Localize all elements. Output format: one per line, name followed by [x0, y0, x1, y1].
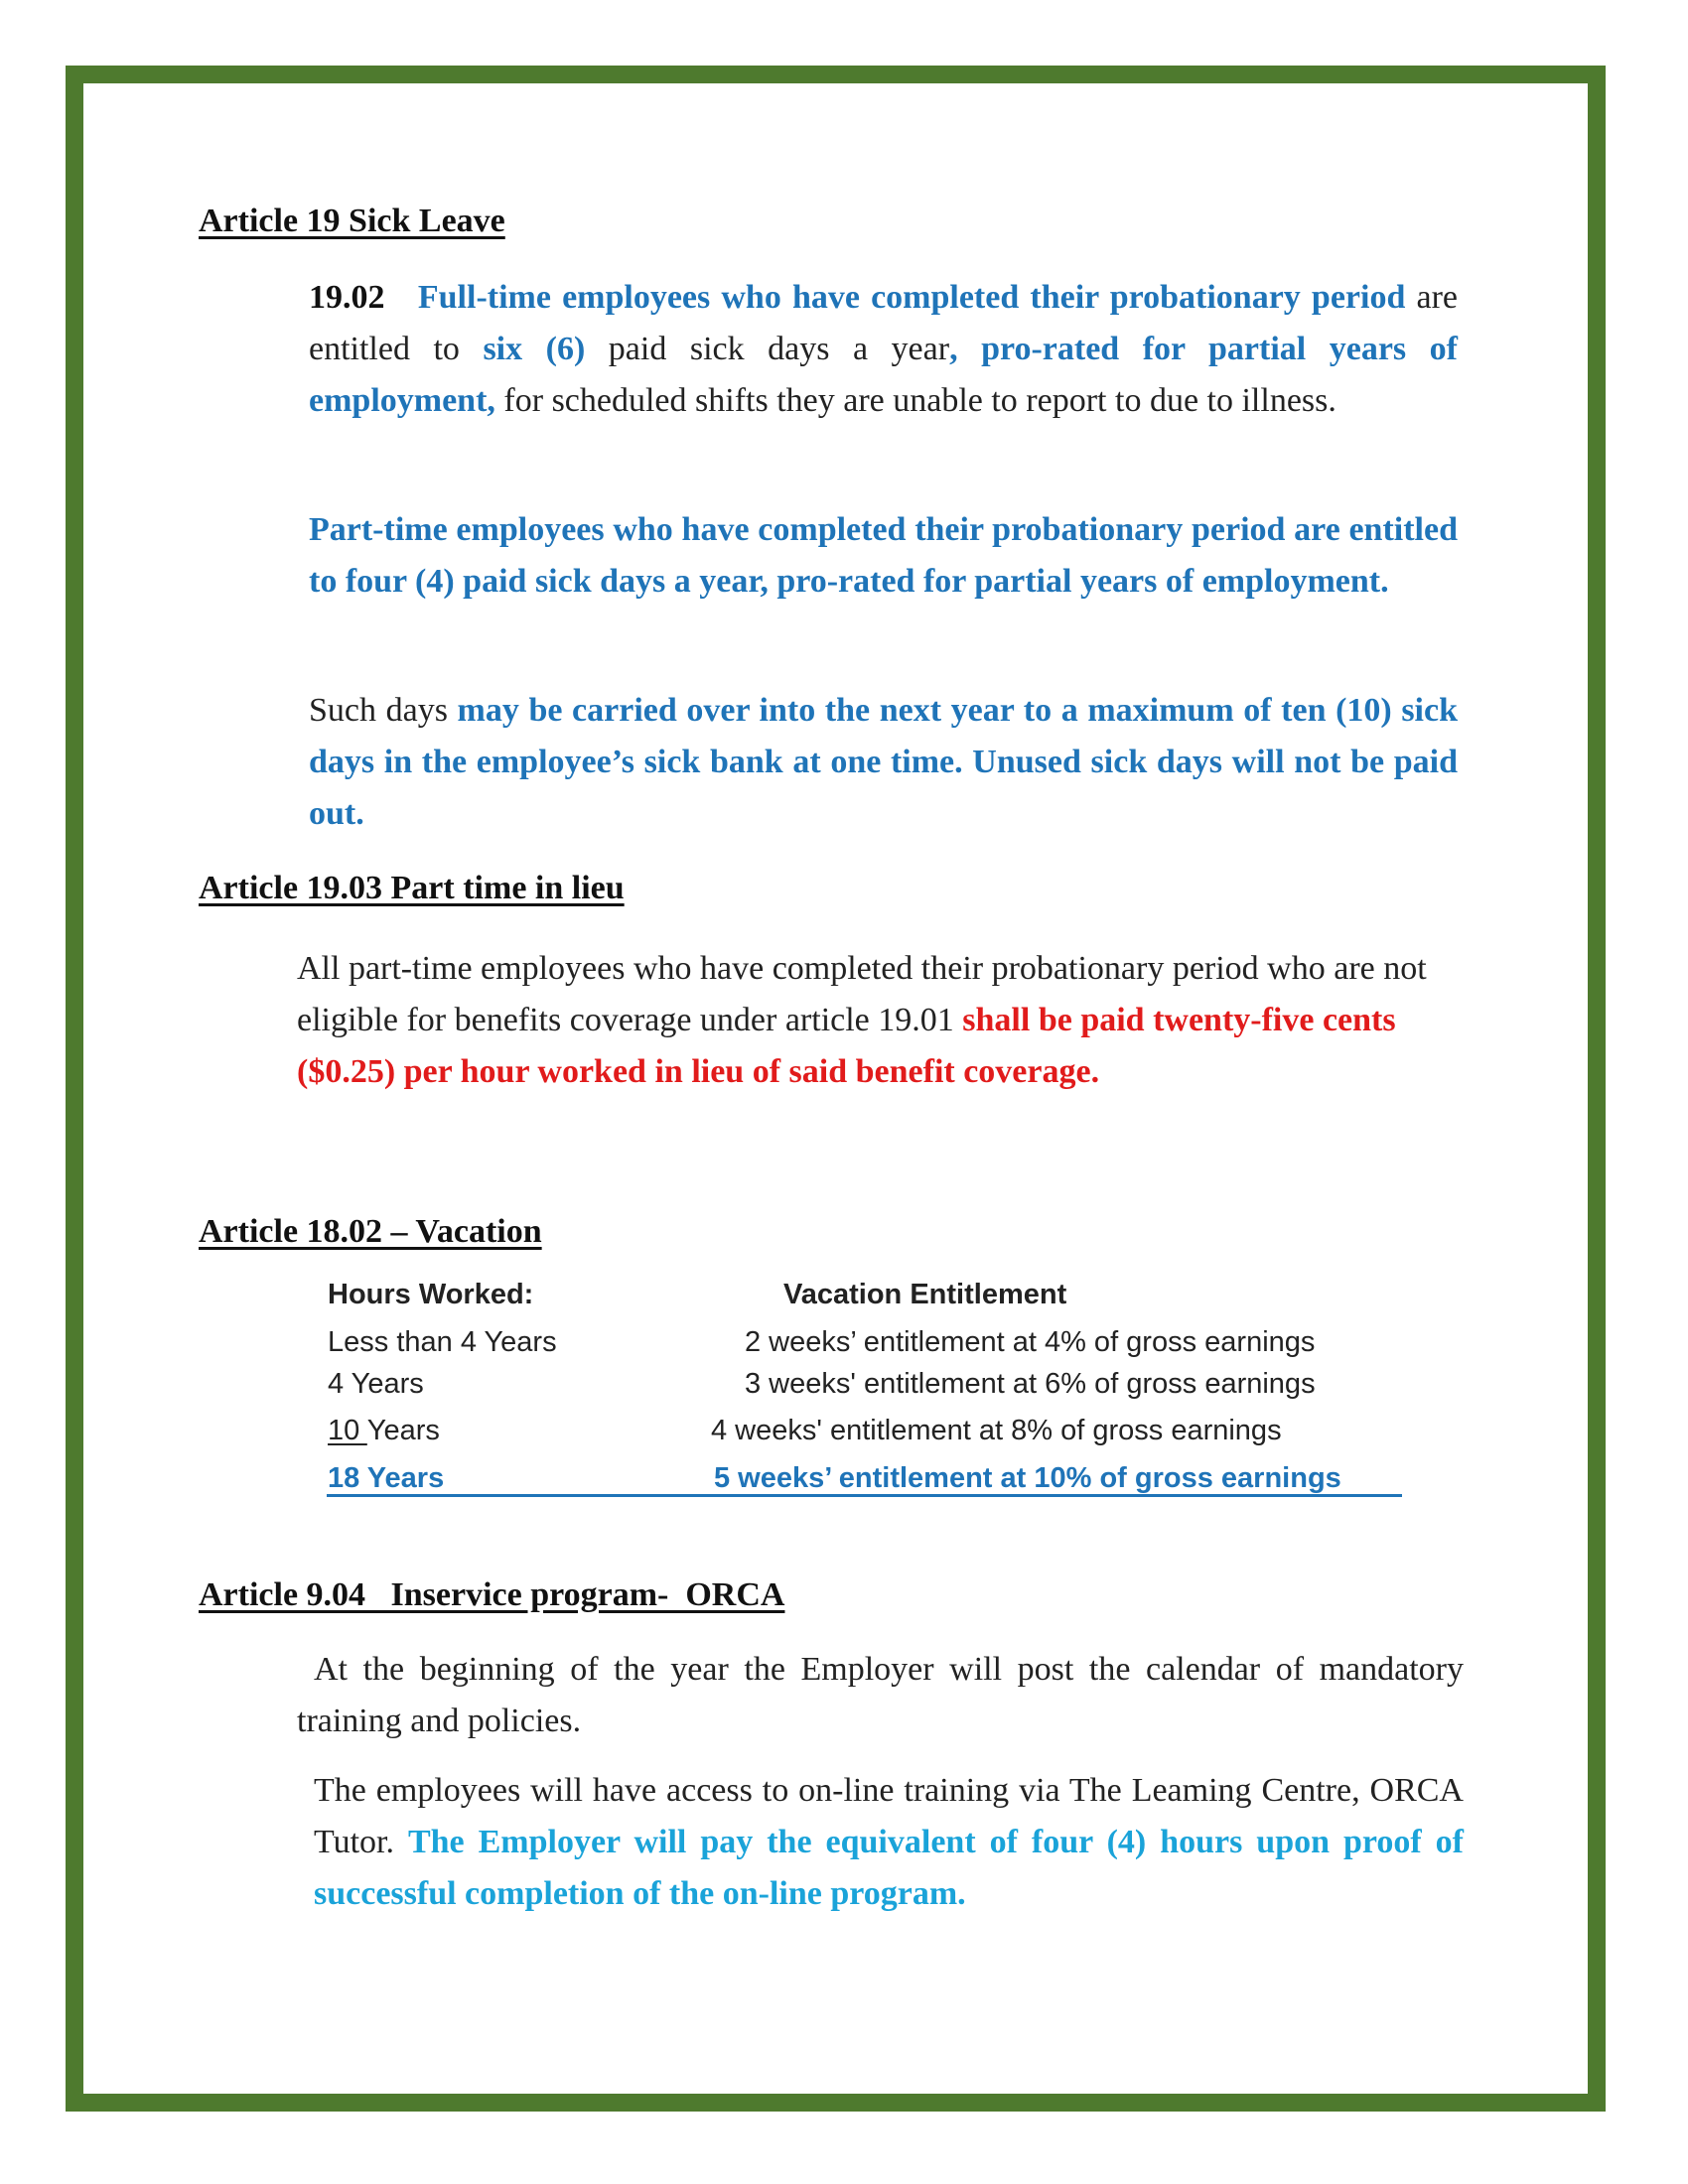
heading-sick-leave: Article 19 Sick Leave — [199, 203, 505, 239]
text-illness: for scheduled shifts they are unable to report to due to illness. — [494, 382, 1336, 419]
row3-entitlement: 4 weeks' entitlement at 8% of gross earnings — [711, 1415, 1282, 1446]
text-paid-in-lieu: shall be paid twenty-five cents ($0.25) per hour worked in lieu of said benefit coverage. — [297, 1002, 1396, 1090]
text-six-days: six (6) — [483, 331, 586, 367]
row2-hours: 4 Years — [328, 1368, 424, 1400]
row4-underline — [327, 1494, 1402, 1497]
heading-vacation: Article 18.02 – Vacation — [199, 1213, 542, 1250]
paragraph-19-02 — [309, 272, 1458, 427]
text-paid-sick: paid sick days a year — [585, 331, 950, 367]
heading-inservice: Article 9.04 Inservice program- ORCA — [199, 1576, 785, 1613]
row4-entitlement: 5 weeks’ entitlement at 10% of gross earnings — [714, 1462, 1341, 1494]
paragraph-carry-over — [309, 685, 1458, 840]
text-prorated: , pro-rated for partial years of employment, — [309, 331, 1458, 419]
row1-entitlement: 2 weeks’ entitlement at 4% of gross earnings — [745, 1326, 1316, 1358]
text-such-days: Such days — [309, 692, 458, 729]
row3-hours-unit: Years — [366, 1415, 440, 1446]
text-carry-over: may be carried over into the next year to a maximum of ten (10) sick days in the employee’s sick bank at one time. Unused sick days will not be paid out. — [309, 692, 1459, 832]
text-entitled: are entitled to — [309, 279, 1459, 367]
paragraph-online-training — [314, 1765, 1464, 1920]
paragraph-inservice-calendar: At the beginning of the year the Employer will post the calendar of mandatory training and policies. — [297, 1651, 1464, 1739]
row1-hours: Less than 4 Years — [328, 1326, 557, 1358]
text-fulltime: Full-time employees who have completed their probationary period — [417, 279, 1406, 316]
heading-part-time-in-lieu: Article 19.03 Part time in lieu — [199, 870, 625, 906]
row3-hours — [328, 1415, 440, 1447]
clause-number: 19.02 — [309, 279, 385, 316]
text-part-time-eligibility: All part-time employees who have completed their probationary period who are not eligible for benefits coverage under article 19.01 — [297, 950, 1427, 1038]
text-employer-pays: The Employer will pay the equivalent of four (4) hours upon proof of successful completion of the on-line program. — [314, 1824, 1464, 1912]
col-hours-worked: Hours Worked: — [328, 1279, 534, 1310]
row4-hours: 18 Years — [328, 1462, 445, 1494]
text-online-access: The employees will have access to on-line training via The Leaming Centre, ORCA Tutor. — [314, 1772, 1464, 1860]
col-vacation-entitlement: Vacation Entitlement — [783, 1279, 1067, 1310]
row2-entitlement: 3 weeks' entitlement at 6% of gross earnings — [745, 1368, 1316, 1400]
paragraph-part-time-sick: Part-time employees who have completed their probationary period are entitled to four (4) paid sick days a year, pro-rated for partial years of employment. — [309, 511, 1458, 600]
row3-hours-number: 10 — [328, 1415, 367, 1446]
paragraph-19-03 — [297, 943, 1449, 1098]
